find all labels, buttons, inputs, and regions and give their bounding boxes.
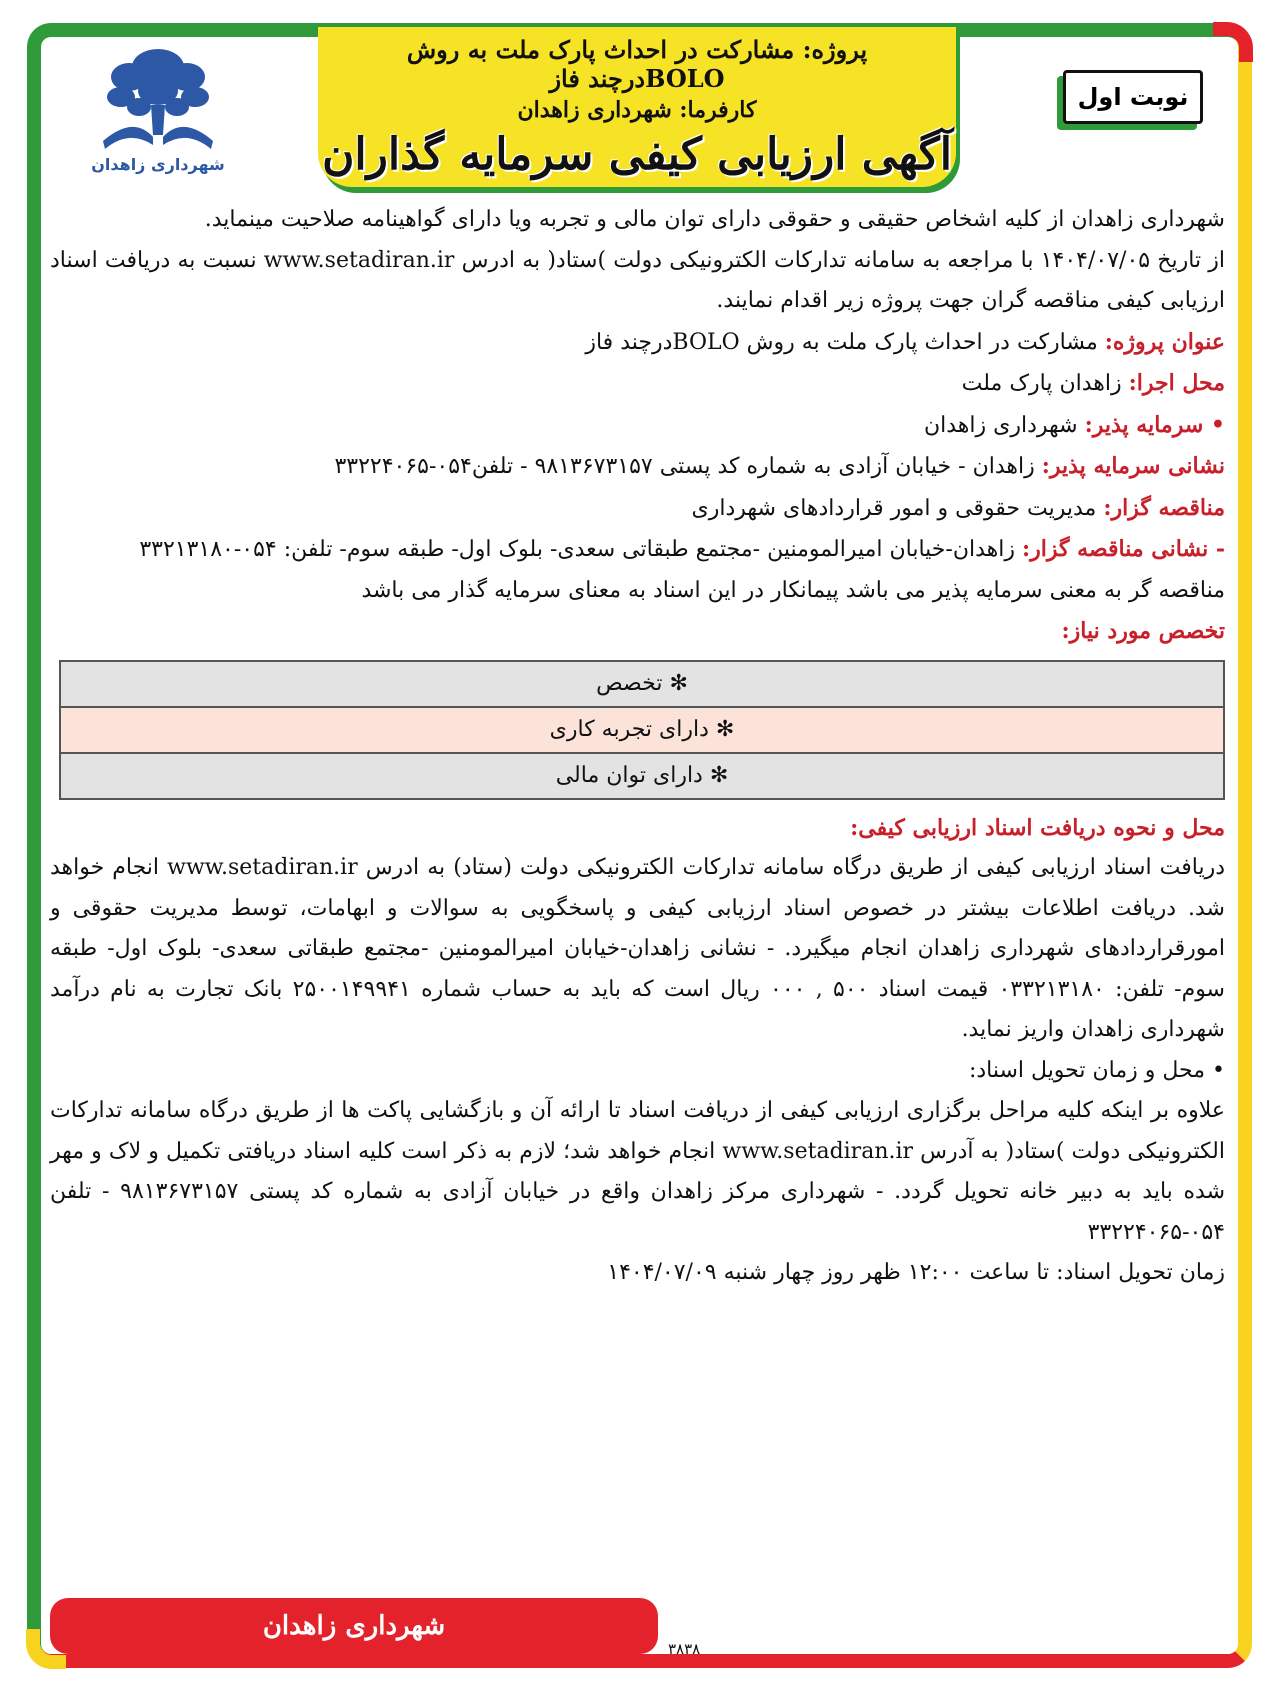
intro-paragraph-2: از تاریخ ۱۴۰۴/۰۷/۰۵ با مراجعه به سامانه تدارکات الکترونیکی دولت )ستاد( به ادرس www.setadiran.ir نسبت به دریافت اسناد ارزیابی کیفی مناقصه گران جهت پروژه زیر اقدام نمایند. [50,247,1226,313]
project-title-label: عنوان پروژه: [1104,328,1225,355]
project-line: پروژه: مشارکت در احداث پارک ملت به روش BOLOدرچند فاز [406,35,868,93]
tenderer-value: مدیریت حقوقی و امور قراردادهای شهرداری [691,495,1104,521]
receipt-body: دریافت اسناد ارزیابی کیفی از طریق درگاه سامانه تدارکات الکترونیکی دولت (ستاد) به ادرس www.setadiran.ir انجام خواهد شد. دریافت اطلاعات بیشتر در خصوص اسناد ارزیابی کیفی و پاسخگویی به سوالات و ابهامات، توسط مدیریت حقوقی و امورقراردادهای شهرداری زاهدان انجام میگیرد. - نشانی زاهدان-خیابان امیرالمومنین -مجتمع طبقاتی سعدی- بلوک اول- طبقه سوم- تلفن: ۰۳۳۲۱۳۱۸۰ قیمت اسناد ۵۰۰ , ۰۰۰ ریال است که باید به حساب شماره ۲۵۰۰۱۴۹۹۴۱ بانک تجارت به نام درآمد شهرداری زاهدان واریز نماید. [50,855,1225,1042]
specialty-cell: ✻ دارای تجربه کاری [60,707,1224,753]
specialty-table [59,660,1225,800]
investee-address-label: نشانی سرمایه پذیر: [1041,453,1225,479]
investee-value: شهرداری زاهدان [923,412,1085,438]
footer-organization: شهرداری زاهدان [50,1598,658,1654]
project-title-value: مشارکت در احداث پارک ملت به روش BOLOدرچند فاز [585,329,1105,355]
delivery-heading: • محل و زمان تحویل اسناد: [968,1057,1225,1083]
location-value: زاهدان پارک ملت [961,371,1129,396]
tenderer-address-label: - نشانی مناقصه گزار: [1021,536,1225,562]
location-label: محل اجرا: [1128,370,1225,396]
municipality-logo [78,45,238,195]
page-title: آگهی ارزیابی کیفی سرمایه گذاران [322,129,952,180]
location-row [50,363,1225,405]
table-row [60,661,1224,707]
employer-line: کارفرما: شهرداری زاهدان [517,97,757,123]
receipt-heading: محل و نحوه دریافت اسناد ارزیابی کیفی: [850,814,1225,841]
frame-corner-red [1213,22,1253,62]
tenderer-label: مناقصه گزار: [1103,494,1225,521]
header-banner [318,27,956,187]
table-row [60,753,1224,799]
investee-address-value: زاهدان - خیابان آزادی به شماره کد پستی ۹۸۱۳۶۷۳۱۵۷ - تلفن۰۵۴-۳۳۲۲۴۰۶۵ [334,454,1042,479]
tenderer-address-value: زاهدان-خیابان امیرالمومنین -مجتمع طبقاتی سعدی- بلوک اول- طبقه سوم- تلفن: ۰۵۴-۳۳۲۱۳۱۸۰ [139,537,1022,562]
project-title-row [50,322,1225,364]
notice-round-badge: نوبت اول [1063,70,1203,124]
specialty-cell: ✻ دارای توان مالی [60,753,1224,799]
intro-paragraph-1: شهرداری زاهدان از کلیه اشخاص حقیقی و حقوقی دارای توان مالی و تجربه ویا دارای گواهینامه صلاحیت مینماید. [204,207,1225,232]
table-row [60,707,1224,753]
investee-row [50,405,1225,447]
delivery-deadline: زمان تحویل اسناد: تا ساعت ۱۲:۰۰ ظهر روز چهار شنبه ۱۴۰۴/۰۷/۰۹ [607,1260,1225,1285]
investee-address-row [50,446,1225,488]
definition-text: مناقصه گر به معنی سرمایه پذیر می باشد پیمانکار در این اسناد به معنای سرمایه گذار می باشد [361,577,1225,603]
tenderer-address-row [50,529,1225,571]
logo-caption: شهرداری زاهدان [91,155,225,174]
ad-number: ۳۸۳۸ [668,1640,701,1658]
logo-tree-icon [93,45,223,153]
specialty-heading: تخصص مورد نیاز: [1061,618,1225,644]
tenderer-row [50,488,1225,530]
notice-body [50,200,1225,1294]
delivery-body: علاوه بر اینکه کلیه مراحل برگزاری ارزیابی کیفی از دریافت اسناد تا ارائه آن و بازگشایی پاکت ها از طریق درگاه سامانه تدارکات الکترونیکی دولت )ستاد( به آدرس www.setadiran.ir انجام خواهد شد؛ لازم به ذکر است کلیه اسناد دریافتی تکمیل و لاک و مهر شده باید به دبیر خانه تحویل گردد. - شهرداری مرکز زاهدان واقع در خیابان آزادی به شماره کد پستی ۹۸۱۳۶۷۳۱۵۷ - تلفن ۰۵۴-۳۳۲۲۴۰۶۵ [50,1098,1225,1245]
specialty-header-cell: ✻ تخصص [60,661,1224,707]
investee-label: • سرمایه پذیر: [1084,411,1225,438]
